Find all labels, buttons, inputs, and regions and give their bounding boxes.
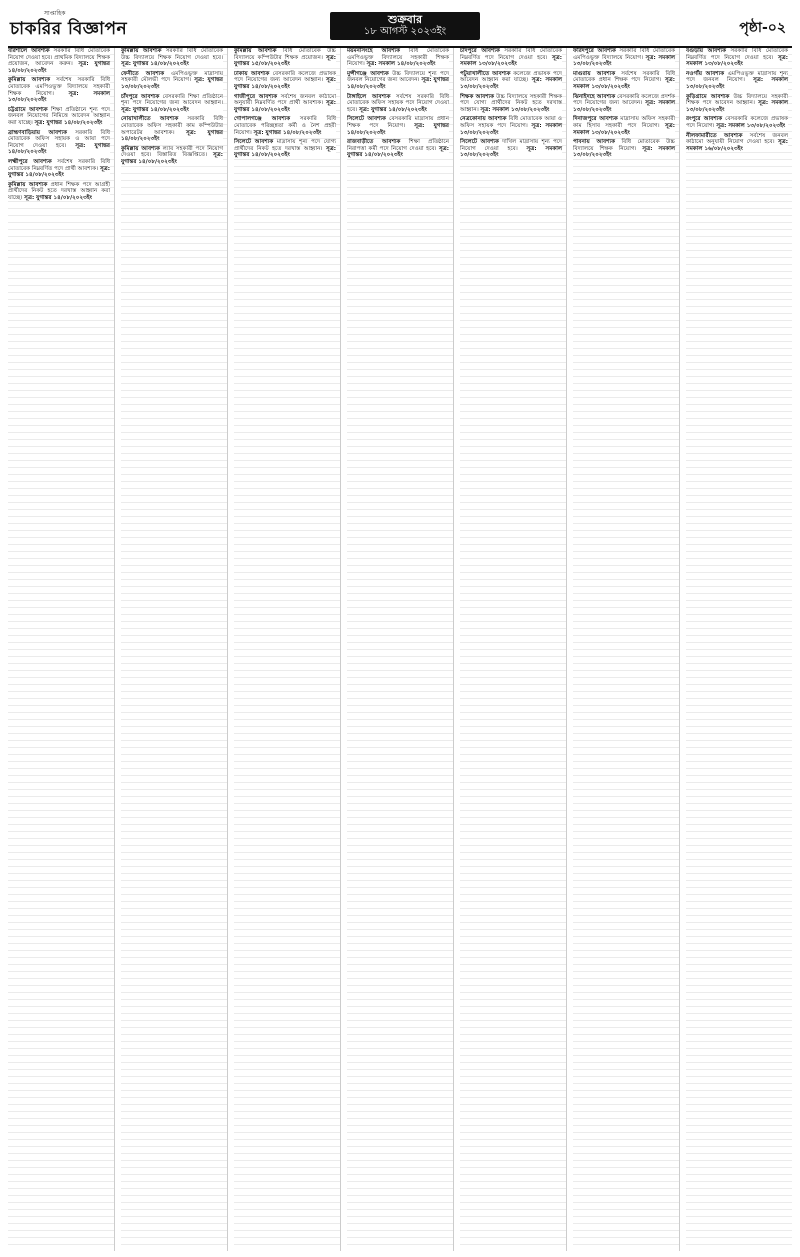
job-ad-source: সূত্র: সমকাল ১৩/০৮/২০২৩ইং [460,77,562,90]
job-ad [686,133,788,153]
job-ad-source: সূত্র: যুগান্তর ১৪/০৮/২০২৩ইং [359,106,427,113]
job-ad [121,94,223,114]
job-ad-heading: কুড়িগ্রামে আবশ্যক [686,93,730,100]
job-ad-heading: মাগুরায় আবশ্যক [573,70,616,77]
job-ad-heading: নীলফামারীতে আবশ্যক [686,132,743,139]
job-ad-source: সূত্র: সমকাল ১৪/০৮/২০২৩ইং [366,61,436,68]
job-ad-source: সূত্র: যুগান্তর ১৪/০৮/২০২৩ইং [8,142,111,156]
job-ad-source: সূত্র: যুগান্তর ১৪/০৮/২০২৩ইং [121,129,224,143]
job-ad-source: সূত্র: যুগান্তর ১৪/০৮/২০২৩ইং [347,122,450,136]
job-ad-source: সূত্র: যুগান্তর ১৪/০৮/২০২৩ইং [121,152,224,165]
job-ad [121,48,223,68]
job-ad [121,146,223,166]
job-ad-body: উচ্চ বিদ্যালয়ে সহকারী শিক্ষক পদে যোগ্য প্রার্থীদের নিকট হতে দরখাস্ত আহ্বান। [460,93,562,113]
job-ad [686,48,788,68]
job-ad-heading: গোপালগঞ্জে আবশ্যক [234,116,291,123]
job-ad-source: সূত্র: সমকাল ১৩/০৮/২০২৩ইং [573,77,675,90]
job-ad [686,94,788,114]
job-ad-heading: নওগাঁয় আবশ্যক [686,70,725,77]
classified-column [686,48,792,1251]
job-ad [347,48,449,68]
job-ad-source: সূত্র: যুগান্তর ১৪/০৮/২০২৩ইং [234,77,337,90]
job-ad-body: বিধি মোতাবেক উচ্চ বিদ্যালয়ে কম্পিউটার শিক্ষক প্রয়োজন। [234,48,336,61]
job-ad-source: সূত্র: সমকাল ১৩/০৮/২০২৩ইং [480,106,550,113]
job-ad-heading: শিক্ষক আবশ্যক [460,93,495,100]
job-ad [573,116,675,136]
job-ad-heading: রাজবাড়ীতে আবশ্যক [347,139,401,146]
job-ad-body: বেসরকারি কলেজে প্রদর্শক পদে নিয়োগের জন্য আবেদন। [573,93,676,107]
job-ad-body: শিক্ষা প্রতিষ্ঠানে নিরাপত্তা কর্মী পদে নিয়োগ দেওয়া হবে। [347,139,449,152]
job-ad-body: সর্বশেষ সরকারি বিধি মোতাবেক এমপিওভুক্ত বিদ্যালয়ে সহকারী শিক্ষক নিয়োগ। [8,77,110,97]
job-ad-body: সর্বশেষ সরকারি বিধি মোতাবেক প্রধান শিক্ষক পদে নিয়োগ। [573,70,675,84]
job-ad-source: সূত্র: সমকাল ১৩/০৮/২০২৩ইং [460,54,562,68]
job-ad [8,77,110,103]
job-ad-body: সরকারি বিধি মোতাবেক নিম্নবর্ণিত পদে নিয়োগ দেওয়া হবে। [460,48,562,61]
job-ad-body: সরকারি বিধি মোতাবেক পরিচ্ছন্নতা কর্মী ও নৈশ প্রহরী নিয়োগ। [234,116,336,136]
job-ad [8,159,110,179]
job-ad-source: সূত্র: যুগান্তর ১৪/০৮/২০২৩ইং [8,61,110,74]
job-ad-heading: নেত্রকোনায় আবশ্যক [460,116,507,123]
job-ad-heading: কুমিল্লায় আবশ্যক [121,145,160,152]
job-ad-heading: ঝিনাইদহে আবশ্যক [573,93,616,100]
job-ad-body: বিধি মোতাবেক এমপিওভুক্ত বিদ্যালয়ে সহকারী শিক্ষক নিয়োগ। [347,48,449,68]
job-ad-body: বেসরকারি কলেজে প্রভাষক পদে নিয়োগের জন্য আবেদন আহ্বান। [234,70,336,84]
job-ad [460,48,562,68]
job-ad [234,71,336,91]
job-ad-heading: ফরিদপুরে আবশ্যক [573,48,616,54]
job-ad [347,116,449,136]
job-ad-body: বেসরকারি শিক্ষা প্রতিষ্ঠানে শূন্য পদে নিয়োগের জন্য আবেদন আহ্বান। [121,93,223,107]
job-ad [573,48,675,68]
classified-column [573,48,680,1251]
job-ad-source: সূত্র: সমকাল ১৩/০৮/২০২৩ইং [716,122,786,129]
job-ad [460,116,562,136]
job-ad-source: সূত্র: যুগান্তর ১৪/০৮/২০২৩ইং [24,194,93,201]
job-ad-body: বিধি মোতাবেক আয়া ও অফিস সহায়ক পদে নিয়োগ। [460,116,562,129]
job-ad-heading: চাঁদপুরে আবশ্যক [121,93,160,100]
job-ad [121,116,223,142]
job-ad-source: সূত্র: সমকাল ১৩/০৮/২০২৩ইং [686,77,789,90]
job-ad [234,48,336,68]
job-ad [460,71,562,91]
job-ad [8,48,110,74]
job-ad-body: সর্বশেষ সরকারি বিধি মোতাবেক অফিস সহায়ক পদে নিয়োগ দেওয়া হবে। [347,93,449,113]
classified-column [8,48,115,1251]
brand-title: চাকরির বিজ্ঞাপন [10,19,128,39]
page-header [8,6,792,48]
job-ad-source: সূত্র: সমকাল ১৩/০৮/২০২৩ইং [573,122,676,136]
job-ad-heading: সিলেটে আবশ্যক [460,139,499,146]
job-ad-body: সরকারি বিধি মোতাবেক এমপিওভুক্ত বিদ্যালয়ে নিয়োগ। [573,48,675,61]
page-number: পৃষ্ঠা-০২ [739,20,786,36]
classified-column [234,48,341,1251]
weekday: শুক্রবার [387,13,423,26]
job-ad-heading: নোয়াখালীতে আবশ্যক [121,116,179,123]
job-ad [8,107,110,127]
job-ad-source: সূত্র: যুগান্তর ১৪/০৮/২০২৩ইং [121,61,189,68]
job-ad-body: বেসরকারি কলেজে প্রভাষক পদে নিয়োগ। [686,116,788,129]
job-ad-body: মাদ্রাসায় অফিস সহকারী কাম হিসাব সহকারী পদে নিয়োগ। [573,116,676,129]
job-ad-source: সূত্র: যুগান্তর ১৪/০৮/২০২৩ইং [121,106,189,113]
job-ad-heading: বরিশালে আবশ্যক [8,48,50,54]
job-ad-heading: কুমিল্লায় আবশ্যক [234,48,277,54]
job-ad-body: শিক্ষা প্রতিষ্ঠানে শূন্য পদে জনবল নিয়োগের নিমিত্তে আবেদন আহ্বান করা যাচ্ছে। [8,106,110,126]
job-ad [234,116,336,136]
job-ad [686,71,788,91]
job-ad-source: সূত্র: যুগান্তর ১৪/০৮/২০২৩ইং [234,145,336,159]
job-ad-heading: সিলেটে আবশ্যক [234,139,274,146]
job-ad-body: সর্বশেষ জনবল কাঠামো অনুযায়ী নিম্নবর্ণিত পদে প্রার্থী আবশ্যক। [234,93,336,107]
issue-date: ১৮ আগস্ট ২০২৩ইং [363,26,447,37]
job-ad-heading: কুমিল্লায় আবশ্যক [121,48,162,54]
job-ad [686,116,788,129]
job-ad-source: সূত্র: সমকাল ১৬/০৮/২০২৩ইং [686,139,788,152]
job-ad-heading: বগুড়ায় আবশ্যক [686,48,727,54]
job-ad-heading: ফেনীতে আবশ্যক [121,70,165,77]
job-ad-body: বেসরকারি মাদ্রাসায় প্রধান শিক্ষক পদে নিয়োগ। [347,116,449,129]
job-ad-heading: সিলেটে আবশ্যক [347,116,386,123]
job-ad [460,139,562,159]
job-ad-heading: পাবনায় আবশ্যক [573,139,615,146]
job-ad-heading: দিনাজপুরে আবশ্যক [573,116,618,123]
job-ad-source: সূত্র: সমকাল ১৩/০৮/২০২৩ইং [573,145,676,159]
job-ad [573,71,675,91]
classified-column [347,48,454,1251]
job-ad-source: সূত্র: যুগান্তর ১৪/০৮/২০২৩ইং [8,165,110,179]
job-ad-source: সূত্র: সমকাল ১৩/০৮/২০২৩ইং [686,100,789,113]
job-ad [121,71,223,91]
job-ad-heading: রংপুরে আবশ্যক [686,116,723,123]
job-ad [8,130,110,156]
job-ad-source: সূত্র: সমকাল ১৩/০৮/২০২৩ইং [460,122,562,136]
job-ad-heading: লক্ষ্মীপুরে আবশ্যক [8,158,52,165]
classified-column [121,48,228,1251]
job-ad-source: সূত্র: যুগান্তর ১৪/০৮/২০২৩ইং [34,119,103,126]
job-ad-source: সূত্র: যুগান্তর ১৩/০৮/২০২৩ইং [121,77,224,90]
job-ad-source: সূত্র: সমকাল ১৩/০৮/২০২৩ইং [8,90,110,104]
classified-columns [8,48,792,1251]
job-ad-source: সূত্র: সমকাল ১৩/০৮/২০২৩ইং [573,100,675,113]
job-ad-source: সূত্র: সমকাল ১৩/০৮/২০২৩ইং [573,54,675,68]
job-ad [234,94,336,114]
job-ad-heading: ঢাকায় আবশ্যক [234,70,270,77]
job-ad [347,71,449,91]
job-ad-body: বিধি মোতাবেক উচ্চ বিদ্যালয়ে শিক্ষক নিয়োগ। [573,139,675,152]
job-ad-body: মাদ্রাসায় শূন্য পদে যোগ্য প্রার্থীদের নিকট হতে দরখাস্ত আহ্বান। [234,139,337,152]
job-ad-source: সূত্র: যুগান্তর ১৪/০৮/২০২৩ইং [347,145,449,159]
job-ad-heading: ব্রাহ্মণবাড়িয়ায় আবশ্যক [8,129,67,136]
job-ad-body: সরকারি বিধি মোতাবেক নিয়োগ দেওয়া হবে। প্রাথমিক বিদ্যালয়ে শিক্ষক প্রয়োজন, আবেদন করুন। [8,48,110,68]
job-ad-heading: কুমিল্লায় আবশ্যক [8,181,48,188]
job-ad-source: সূত্র: যুগান্তর ১৪/০৮/২০২৩ইং [347,77,450,90]
job-ad [347,139,449,159]
job-ad-source: সূত্র: যুগান্তর ১৪/০৮/২০২৩ইং [234,100,337,113]
job-ad [573,94,675,114]
job-ad-heading: টাঙ্গাইলে আবশ্যক [347,93,391,100]
job-ad-body: এমপিওভুক্ত মাদ্রাসায় সহকারী মৌলভী পদে নিয়োগ। [121,70,223,84]
job-ad [234,139,336,159]
job-ad-body: উচ্চ বিদ্যালয়ে শূন্য পদে জনবল নিয়োগের জন্য আবেদন। [347,70,450,84]
job-ad-source: সূত্র: সমকাল ১৩/০৮/২০২৩ইং [686,54,788,68]
job-ad-body: উচ্চ বিদ্যালয়ে সহকারী শিক্ষক পদে আবেদন আহ্বান। [686,93,788,107]
job-ad-source: সূত্র: যুগান্তর ১৫/০৮/২০২৩ইং [234,54,336,68]
classified-column [460,48,567,1251]
date-banner [330,12,480,40]
job-ad-body: প্রধান শিক্ষক পদে আগ্রহী প্রার্থীদের নিকট হতে দরখাস্ত আহ্বান করা যাচ্ছে। [8,181,111,201]
job-ad-source: সূত্র: সমকাল ১৩/০৮/২০২৩ইং [460,145,563,159]
job-ad [460,94,562,114]
job-ad-heading: ময়মনসিংহে আবশ্যক [347,48,401,54]
job-ad-body: সরকারি বিধি মোতাবেক নিম্নবর্ণিত পদে নিয়োগ দেওয়া হবে। [686,48,788,61]
job-ad [347,94,449,114]
job-ad-body: কলেজে প্রভাষক পদে আবেদন আহ্বান করা যাচ্ছে। [460,70,562,84]
job-ad-body: ল্যাব সহকারী পদে নিয়োগ দেওয়া হবে। বিস্তারিত বিজ্ঞপ্তিতে। [121,145,224,159]
job-ad [8,182,110,202]
job-ad-heading: মুন্সীগঞ্জে আবশ্যক [347,70,389,77]
brand-logo [10,10,130,40]
job-ad-body: সরকারি বিধি মোতাবেক অফিস সহায়ক ও আয়া পদে নিয়োগ দেওয়া হবে। [8,129,110,149]
job-ad-heading: চাঁদপুরে আবশ্যক [460,48,500,54]
job-ad-heading: চট্টগ্রামে আবশ্যক [8,106,48,113]
job-ad-body: সরকারি বিধি মোতাবেক অফিস সহকারী কাম কম্পিউটার অপারেটর আবশ্যক। [121,116,223,136]
brand-subtitle: সাপ্তাহিক [44,10,66,17]
job-ad [573,139,675,159]
job-ad-source: সূত্র: যুগান্তর ১৪/০৮/২০২৩ইং [253,129,322,136]
job-ad-heading: গাজীপুরে আবশ্যক [234,93,278,100]
job-ad-heading: কুমিল্লায় আবশ্যক [8,77,51,84]
job-ad-body: দাখিল মাদ্রাসায় শূন্য পদে নিয়োগ দেওয়া হবে। [460,139,562,152]
job-ad-body: সর্বশেষ সরকারি বিধি মোতাবেক নিম্নবর্ণিত পদে প্রার্থী আবশ্যক। [8,158,110,172]
job-ad-body: সরকারি বিধি মোতাবেক উচ্চ বিদ্যালয়ে শিক্ষক নিয়োগ দেওয়া হবে। [121,48,223,61]
job-ad-heading: পটুয়াখালীতে আবশ্যক [460,70,511,77]
job-ad-body: এমপিওভুক্ত মাদ্রাসায় শূন্য পদে জনবল নিয়োগ। [686,70,788,84]
job-ad-body: সর্বশেষ জনবল কাঠামো অনুযায়ী নিয়োগ দেওয়া হবে। [686,132,788,146]
